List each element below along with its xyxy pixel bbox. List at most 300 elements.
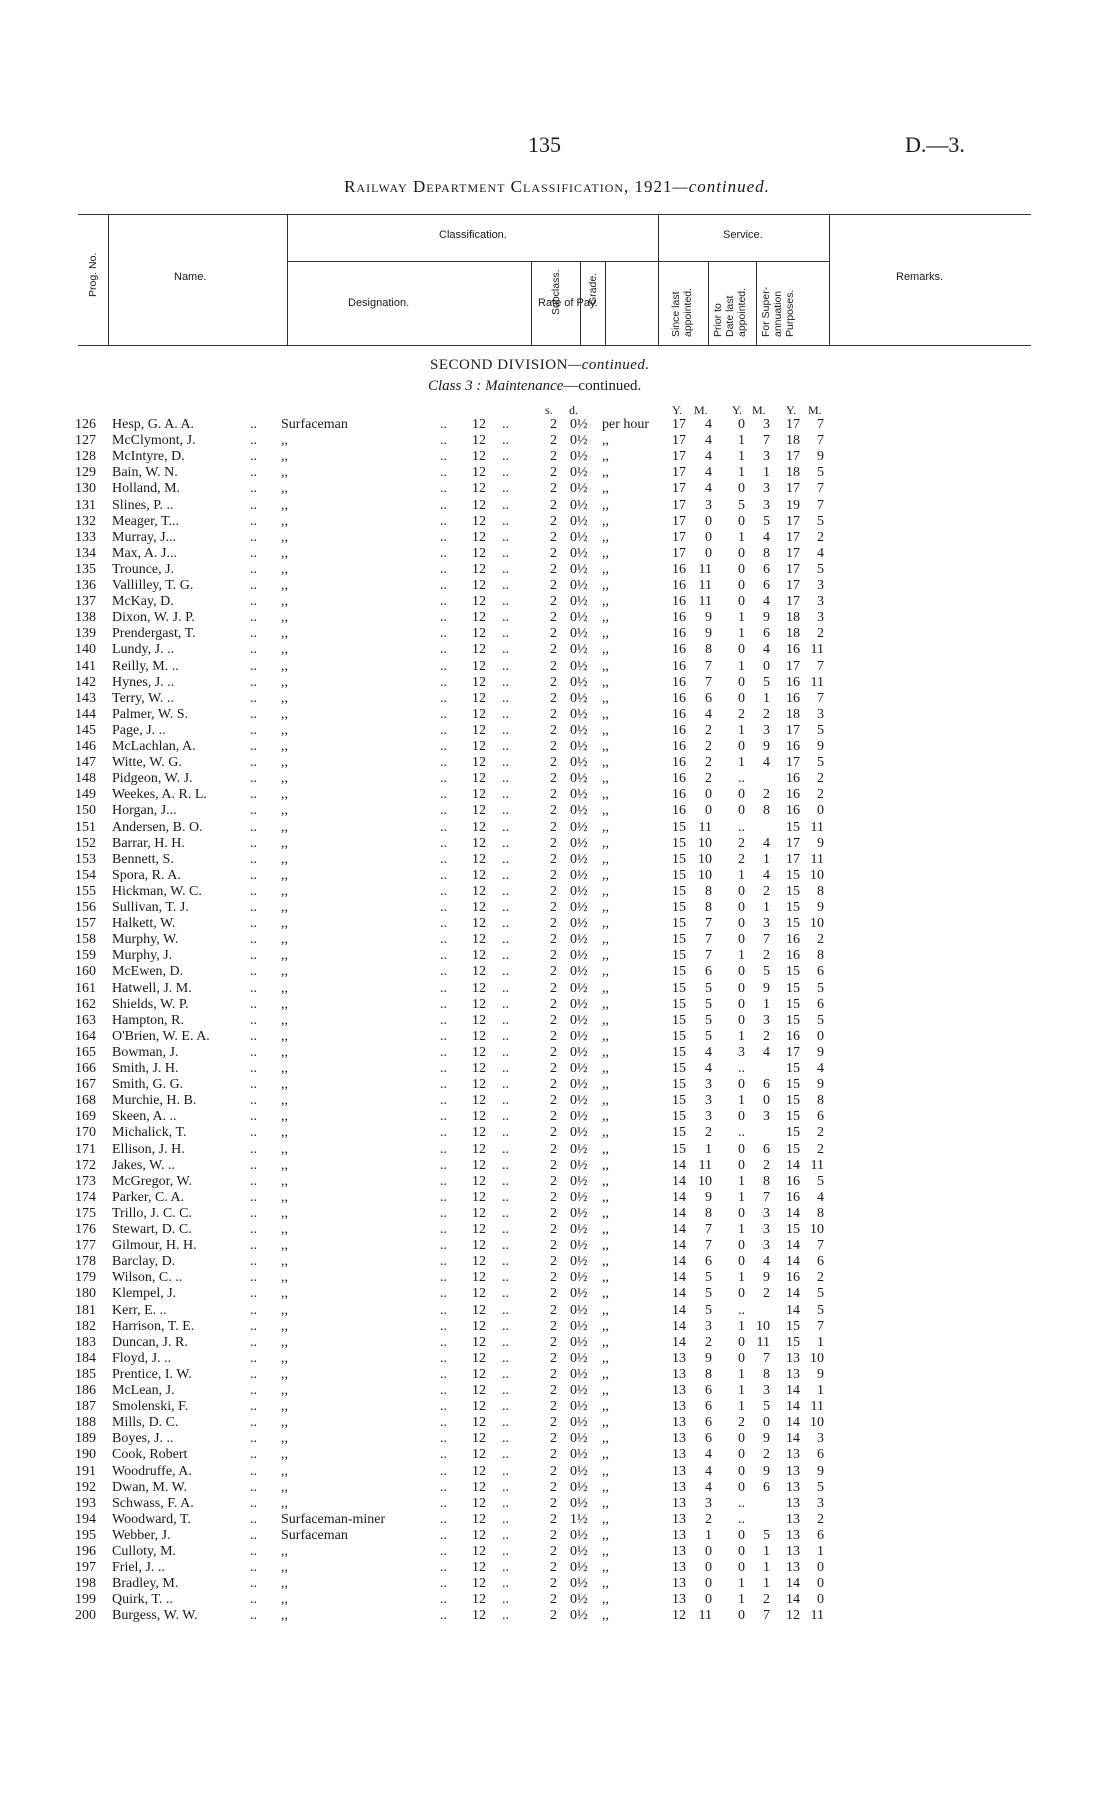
- leader-dots: ..: [440, 642, 447, 658]
- super-years: 16: [786, 642, 800, 658]
- employee-name: Wilson, C. ..: [112, 1270, 183, 1286]
- prior-years: ..: [738, 1061, 745, 1076]
- rate-unit: ,,: [602, 1302, 609, 1318]
- rate-pence: 0½: [570, 867, 588, 883]
- leader-dots: ..: [440, 1093, 447, 1109]
- rate-pence: 0½: [570, 932, 588, 948]
- super-years: 17: [786, 561, 800, 577]
- prog-number: 165: [75, 1044, 96, 1060]
- leader-dots: ..: [250, 1189, 257, 1205]
- leader-dots: ..: [502, 594, 509, 610]
- leader-dots: ..: [250, 1125, 257, 1141]
- designation: ,,: [281, 1318, 288, 1334]
- leader-dots: ..: [250, 1093, 257, 1109]
- super-months: 11: [810, 851, 824, 867]
- table-row: [0, 1013, 1114, 1029]
- super-years: 16: [786, 690, 800, 706]
- since-months: 8: [705, 900, 712, 915]
- designation: ,,: [281, 1302, 288, 1318]
- prior-years: 1: [738, 465, 745, 481]
- subclass: 12: [472, 867, 486, 883]
- leader-dots: ..: [502, 980, 509, 996]
- since-months: 2: [705, 1334, 712, 1350]
- rate-shillings: 2: [550, 932, 557, 948]
- leader-dots: ..: [250, 867, 257, 883]
- subclass: 12: [472, 610, 486, 626]
- super-months: 7: [817, 690, 824, 706]
- leader-dots: ..: [502, 883, 509, 899]
- super-years: 18: [786, 433, 800, 449]
- super-years: 17: [786, 755, 800, 771]
- leader-dots: ..: [440, 916, 447, 932]
- employee-name: Boyes, J. ..: [112, 1431, 174, 1447]
- rate-pence: 0½: [570, 980, 588, 996]
- designation: ,,: [281, 674, 288, 690]
- leader-dots: ..: [502, 1028, 509, 1044]
- designation: ,,: [281, 690, 288, 706]
- prog-number: 197: [75, 1560, 96, 1576]
- designation: ,,: [281, 1334, 288, 1350]
- rate-pence: 0½: [570, 578, 588, 593]
- super-years: 17: [786, 851, 800, 867]
- table-row: [0, 884, 1114, 900]
- prior-years: 1: [738, 1592, 745, 1608]
- table-header: [78, 214, 1031, 346]
- subclass: 12: [472, 497, 486, 513]
- rate-shillings: 2: [550, 851, 557, 867]
- leader-dots: ..: [502, 787, 509, 803]
- leader-dots: ..: [502, 481, 509, 497]
- super-months: 9: [817, 835, 824, 851]
- table-row: [0, 803, 1114, 819]
- prior-months: 4: [763, 642, 770, 658]
- since-years: 16: [672, 706, 686, 722]
- super-months: 5: [817, 561, 824, 577]
- rate-unit: ,,: [602, 1286, 609, 1302]
- prior-years: 0: [738, 642, 745, 658]
- prior-years: 0: [738, 1286, 745, 1302]
- designation: ,,: [281, 1173, 288, 1189]
- leader-dots: ..: [440, 803, 447, 819]
- employee-name: Pidgeon, W. J.: [112, 771, 193, 787]
- rate-unit: ,,: [602, 481, 609, 497]
- prior-months: 3: [763, 417, 770, 432]
- super-years: 16: [786, 787, 800, 803]
- rate-unit: ,,: [602, 1061, 609, 1076]
- super-years: 17: [786, 529, 800, 545]
- super-years: 17: [786, 545, 800, 561]
- leader-dots: ..: [250, 449, 257, 465]
- employee-name: Andersen, B. O.: [112, 819, 203, 835]
- super-months: 9: [817, 1077, 824, 1093]
- rate-unit: ,,: [602, 1576, 609, 1592]
- designation: ,,: [281, 1109, 288, 1125]
- table-row: [0, 1351, 1114, 1367]
- leader-dots: ..: [440, 1238, 447, 1254]
- prog-number: 133: [75, 529, 96, 545]
- prior-years: 0: [738, 1077, 745, 1093]
- since-months: 6: [705, 964, 712, 980]
- super-months: 5: [817, 755, 824, 771]
- rate-shillings: 2: [550, 1576, 557, 1592]
- since-months: 4: [705, 417, 712, 432]
- subclass: 12: [472, 1270, 486, 1286]
- employee-name: Horgan, J...: [112, 803, 177, 819]
- super-years: 17: [786, 722, 800, 738]
- prior-months: 3: [763, 916, 770, 932]
- table-row: [0, 578, 1114, 594]
- leader-dots: ..: [250, 1592, 257, 1608]
- rate-unit: ,,: [602, 561, 609, 577]
- rate-pence: 0½: [570, 610, 588, 626]
- employee-name: Klempel, J.: [112, 1286, 177, 1302]
- superannuation-header: For Super- annuation Purposes.: [760, 286, 796, 337]
- table-row: [0, 932, 1114, 948]
- prior-months: 8: [763, 1366, 770, 1382]
- rate-pence: 0½: [570, 1399, 588, 1415]
- subclass: 12: [472, 481, 486, 497]
- rate-shillings: 2: [550, 690, 557, 706]
- leader-dots: ..: [250, 1527, 257, 1543]
- since-months: 4: [705, 706, 712, 722]
- prior-years: 1: [738, 658, 745, 674]
- rate-unit: ,,: [602, 1109, 609, 1125]
- subclass: 12: [472, 706, 486, 722]
- designation: ,,: [281, 755, 288, 771]
- prior-months: 5: [763, 964, 770, 980]
- rate-unit: ,,: [602, 513, 609, 529]
- leader-dots: ..: [440, 755, 447, 771]
- prior-years: 0: [738, 578, 745, 593]
- unit-since-months: M.: [694, 403, 708, 417]
- rate-shillings: 2: [550, 1608, 557, 1624]
- prior-months: 7: [763, 1608, 770, 1624]
- subclass: 12: [472, 1125, 486, 1141]
- leader-dots: ..: [502, 1479, 509, 1495]
- leader-dots: ..: [502, 1366, 509, 1382]
- leader-dots: ..: [502, 1318, 509, 1334]
- rate-shillings: 2: [550, 948, 557, 964]
- leader-dots: ..: [502, 1205, 509, 1221]
- super-months: 6: [817, 964, 824, 980]
- prior-months: 8: [763, 803, 770, 819]
- rate-shillings: 2: [550, 658, 557, 674]
- prog-number: 187: [75, 1399, 96, 1415]
- rate-pence: 0½: [570, 722, 588, 738]
- subclass: 12: [472, 1012, 486, 1028]
- prog-number: 155: [75, 883, 96, 899]
- table-row: [0, 787, 1114, 803]
- rate-unit: ,,: [602, 1012, 609, 1028]
- prior-years: 2: [738, 835, 745, 851]
- leader-dots: ..: [440, 1222, 447, 1237]
- subclass: 12: [472, 545, 486, 561]
- leader-dots: ..: [250, 1012, 257, 1028]
- designation: ,,: [281, 1495, 288, 1511]
- super-months: 2: [817, 1270, 824, 1286]
- leader-dots: ..: [502, 1495, 509, 1511]
- employee-name: Smith, G. G.: [112, 1077, 184, 1093]
- prog-number: 173: [75, 1173, 96, 1189]
- leader-dots: ..: [250, 819, 257, 835]
- table-row: [0, 1286, 1114, 1302]
- leader-dots: ..: [502, 1302, 509, 1318]
- rate-shillings: 2: [550, 610, 557, 626]
- super-months: 5: [817, 722, 824, 738]
- rate-unit: ,,: [602, 578, 609, 593]
- subclass: 12: [472, 996, 486, 1012]
- subclass: 12: [472, 1254, 486, 1270]
- prog-number: 149: [75, 787, 96, 803]
- rate-shillings: 2: [550, 1544, 557, 1559]
- since-years: 15: [672, 980, 686, 996]
- super-months: 0: [817, 803, 824, 819]
- employee-name: Bowman, J.: [112, 1044, 179, 1060]
- designation: ,,: [281, 545, 288, 561]
- prior-months: 4: [763, 755, 770, 771]
- prog-number: 182: [75, 1318, 96, 1334]
- prog-number: 181: [75, 1302, 96, 1318]
- leader-dots: ..: [440, 1061, 447, 1076]
- rate-pence: 0½: [570, 1141, 588, 1157]
- since-months: 2: [705, 722, 712, 738]
- designation: ,,: [281, 1077, 288, 1093]
- leader-dots: ..: [502, 1592, 509, 1608]
- super-years: 15: [786, 1012, 800, 1028]
- table-row: [0, 1528, 1114, 1544]
- rate-unit: ,,: [602, 497, 609, 513]
- since-years: 16: [672, 561, 686, 577]
- employee-name: Witte, W. G.: [112, 755, 182, 771]
- since-months: 11: [698, 594, 712, 610]
- rate-pence: 1½: [570, 1511, 588, 1527]
- prior-months: 1: [763, 900, 770, 915]
- super-months: 7: [817, 1318, 824, 1334]
- since-years: 15: [672, 916, 686, 932]
- subclass: 12: [472, 803, 486, 819]
- prior-years: 0: [738, 1334, 745, 1350]
- subclass: 12: [472, 835, 486, 851]
- prog-number: 198: [75, 1576, 96, 1592]
- rate-unit: ,,: [602, 1350, 609, 1366]
- leader-dots: ..: [250, 948, 257, 964]
- rate-shillings: 2: [550, 674, 557, 690]
- subclass: 12: [472, 1511, 486, 1527]
- unit-super-months: M.: [808, 403, 822, 417]
- leader-dots: ..: [440, 722, 447, 738]
- prog-number: 160: [75, 964, 96, 980]
- super-years: 15: [786, 1125, 800, 1141]
- prior-years: 0: [738, 996, 745, 1012]
- subclass: 12: [472, 771, 486, 787]
- since-years: 15: [672, 964, 686, 980]
- prog-number: 135: [75, 561, 96, 577]
- rate-unit: ,,: [602, 851, 609, 867]
- rate-unit: ,,: [602, 883, 609, 899]
- leader-dots: ..: [440, 1415, 447, 1431]
- leader-dots: ..: [250, 481, 257, 497]
- rate-shillings: 2: [550, 642, 557, 658]
- since-years: 14: [672, 1286, 686, 1302]
- rate-pence: 0½: [570, 513, 588, 529]
- rate-shillings: 2: [550, 1592, 557, 1608]
- rate-shillings: 2: [550, 1286, 557, 1302]
- designation: ,,: [281, 739, 288, 754]
- table-row: [0, 642, 1114, 658]
- leader-dots: ..: [502, 1093, 509, 1109]
- designation: ,,: [281, 610, 288, 626]
- employee-name: Bain, W. N.: [112, 465, 178, 481]
- table-row: [0, 530, 1114, 546]
- table-row: [0, 1158, 1114, 1174]
- table-row: [0, 1061, 1114, 1077]
- super-years: 16: [786, 771, 800, 787]
- leader-dots: ..: [250, 642, 257, 658]
- rate-pence: 0½: [570, 739, 588, 754]
- since-years: 15: [672, 1093, 686, 1109]
- employee-name: Smith, J. H.: [112, 1061, 179, 1076]
- subclass: 12: [472, 561, 486, 577]
- prior-months: 3: [763, 1383, 770, 1398]
- designation: ,,: [281, 1431, 288, 1447]
- rate-unit: ,,: [602, 1254, 609, 1270]
- prog-number: 157: [75, 916, 96, 932]
- leader-dots: ..: [250, 417, 257, 432]
- designation: ,,: [281, 642, 288, 658]
- rate-unit: ,,: [602, 1447, 609, 1463]
- since-last-header: Since last appointed.: [670, 287, 694, 337]
- leader-dots: ..: [250, 1366, 257, 1382]
- super-months: 11: [810, 819, 824, 835]
- prog-number: 180: [75, 1286, 96, 1302]
- leader-dots: ..: [502, 1544, 509, 1559]
- since-years: 16: [672, 578, 686, 593]
- rate-unit: ,,: [602, 1479, 609, 1495]
- table-row: [0, 707, 1114, 723]
- since-years: 16: [672, 722, 686, 738]
- rate-unit: ,,: [602, 529, 609, 545]
- employee-name: McKay, D.: [112, 594, 174, 610]
- super-months: 3: [817, 706, 824, 722]
- rate-unit: ,,: [602, 819, 609, 835]
- table-row: [0, 659, 1114, 675]
- leader-dots: ..: [440, 1447, 447, 1463]
- prog-number: 199: [75, 1592, 96, 1608]
- since-months: 9: [705, 1189, 712, 1205]
- since-years: 17: [672, 545, 686, 561]
- leader-dots: ..: [440, 449, 447, 465]
- subclass: 12: [472, 1479, 486, 1495]
- leader-dots: ..: [440, 1592, 447, 1608]
- prog-number: 128: [75, 449, 96, 465]
- since-months: 7: [705, 658, 712, 674]
- employee-name: McClymont, J.: [112, 433, 196, 449]
- employee-name: Burgess, W. W.: [112, 1608, 198, 1624]
- subclass: 12: [472, 1463, 486, 1479]
- prior-months: 11: [756, 1334, 770, 1350]
- since-years: 15: [672, 948, 686, 964]
- employee-name: O'Brien, W. E. A.: [112, 1028, 210, 1044]
- super-months: 5: [817, 1286, 824, 1302]
- super-years: 14: [786, 1383, 800, 1398]
- designation: ,,: [281, 1463, 288, 1479]
- prior-months: 9: [763, 739, 770, 754]
- leader-dots: ..: [250, 1205, 257, 1221]
- table-row: [0, 1206, 1114, 1222]
- super-months: 11: [810, 674, 824, 690]
- employee-name: Dixon, W. J. P.: [112, 610, 195, 626]
- rate-unit: ,,: [602, 1125, 609, 1141]
- super-months: 4: [817, 1061, 824, 1076]
- rate-shillings: 2: [550, 561, 557, 577]
- prog-number: 166: [75, 1061, 96, 1076]
- prog-number: 178: [75, 1254, 96, 1270]
- leader-dots: ..: [502, 1608, 509, 1624]
- since-months: 4: [705, 433, 712, 449]
- since-months: 4: [705, 1044, 712, 1060]
- leader-dots: ..: [440, 739, 447, 754]
- designation: ,,: [281, 1383, 288, 1398]
- subclass: 12: [472, 1205, 486, 1221]
- rate-unit: ,,: [602, 1077, 609, 1093]
- since-months: 3: [705, 1109, 712, 1125]
- rate-pence: 0½: [570, 1592, 588, 1608]
- leader-dots: ..: [440, 1141, 447, 1157]
- since-years: 13: [672, 1415, 686, 1431]
- rate-shillings: 2: [550, 497, 557, 513]
- prog-number: 142: [75, 674, 96, 690]
- prior-years: 0: [738, 594, 745, 610]
- designation: ,,: [281, 529, 288, 545]
- super-years: 14: [786, 1157, 800, 1173]
- since-months: 5: [705, 1270, 712, 1286]
- super-years: 15: [786, 900, 800, 915]
- since-years: 13: [672, 1527, 686, 1543]
- rate-shillings: 2: [550, 465, 557, 481]
- since-months: 4: [705, 1447, 712, 1463]
- leader-dots: ..: [250, 1399, 257, 1415]
- prog-number: 126: [75, 417, 96, 432]
- prior-months: 5: [763, 674, 770, 690]
- unit-since-years: Y.: [672, 403, 683, 417]
- rate-pence: 0½: [570, 819, 588, 835]
- rate-shillings: 2: [550, 883, 557, 899]
- rate-pence: 0½: [570, 1189, 588, 1205]
- since-months: 9: [705, 610, 712, 626]
- rate-unit: ,,: [602, 610, 609, 626]
- employee-name: Barrar, H. H.: [112, 835, 185, 851]
- leader-dots: ..: [502, 1511, 509, 1527]
- rate-pence: 0½: [570, 1608, 588, 1624]
- leader-dots: ..: [502, 449, 509, 465]
- prog-number: 193: [75, 1495, 96, 1511]
- employee-name: McGregor, W.: [112, 1173, 192, 1189]
- subclass: 12: [472, 1238, 486, 1254]
- prior-months: 8: [763, 545, 770, 561]
- prior-months: 7: [763, 1189, 770, 1205]
- rate-shillings: 2: [550, 417, 557, 432]
- rate-unit: ,,: [602, 932, 609, 948]
- leader-dots: ..: [250, 964, 257, 980]
- prog-number: 137: [75, 594, 96, 610]
- since-months: 5: [705, 1286, 712, 1302]
- rate-shillings: 2: [550, 867, 557, 883]
- leader-dots: ..: [440, 545, 447, 561]
- leader-dots: ..: [502, 996, 509, 1012]
- rate-pence: 0½: [570, 1495, 588, 1511]
- subclass: 12: [472, 1431, 486, 1447]
- rate-unit: ,,: [602, 674, 609, 690]
